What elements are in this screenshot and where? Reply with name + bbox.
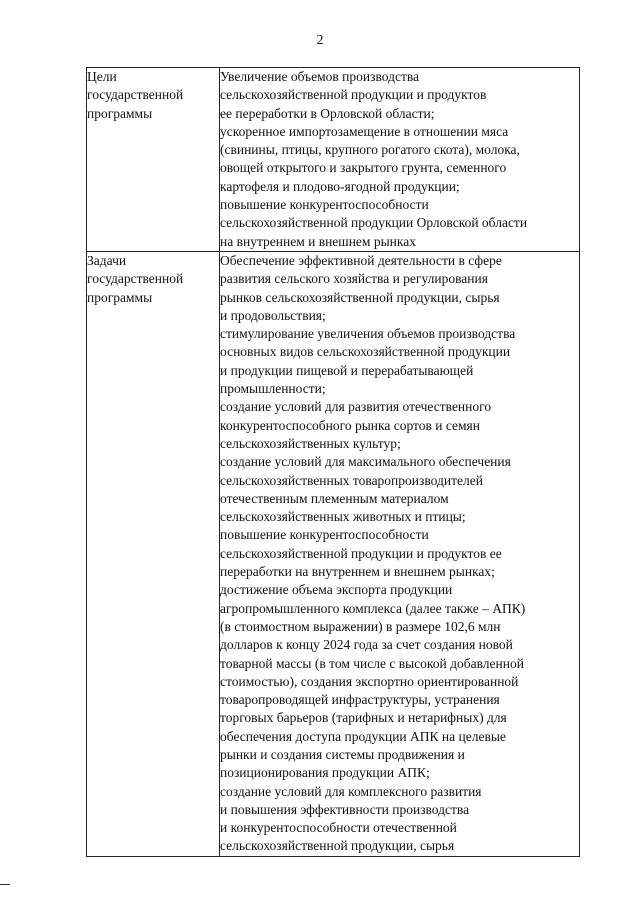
row-content-cell-tasks bbox=[220, 251, 580, 856]
page-number: 2 bbox=[316, 33, 324, 48]
content-line: долларов к концу 2024 года за счет создания новой bbox=[220, 637, 513, 653]
content-line: достижение объема экспорта продукции bbox=[220, 582, 453, 598]
content-line: сельскохозяйственных товаропроизводителей bbox=[220, 472, 483, 488]
table-row-goals bbox=[87, 68, 580, 252]
row-label-line: государственной bbox=[87, 271, 184, 287]
content-line: рынки и создания системы продвижения и bbox=[220, 746, 465, 762]
row-label-line: программы bbox=[87, 289, 153, 305]
row-label-line: Цели bbox=[87, 69, 117, 84]
content-line: сельскохозяйственных животных и птицы; bbox=[220, 509, 466, 525]
content-line: конкурентоспособного рынка сортов и семян bbox=[220, 417, 480, 433]
content-line: позиционирования продукции АПК; bbox=[220, 765, 430, 781]
row-label-cell bbox=[87, 251, 220, 856]
content-line: рынков сельскохозяйственной продукции, сырья bbox=[220, 289, 500, 305]
content-line: развития сельского хозяйства и регулирования bbox=[220, 271, 488, 287]
row-content-cell-goals bbox=[220, 68, 580, 252]
row-label-line: государственной bbox=[87, 87, 184, 103]
content-line: и повышения эффективности производства bbox=[220, 801, 470, 817]
content-line: переработки на внутреннем и внешнем рынках; bbox=[220, 564, 495, 580]
content-line: сельскохозяйственных культур; bbox=[220, 435, 401, 451]
table-row-tasks bbox=[87, 251, 580, 856]
content-line: на внутреннем и внешнем рынках bbox=[220, 233, 416, 249]
content-line: (в стоимостном выражении) в размере 102,6 млн bbox=[220, 618, 501, 634]
content-line: отечественным племенным материалом bbox=[220, 490, 449, 506]
row-label-cell bbox=[87, 68, 220, 252]
content-line: повышение конкурентоспособности bbox=[220, 527, 429, 543]
content-line: создание условий для максимального обеспечения bbox=[220, 454, 511, 470]
content-line: и продукции пищевой и перерабатывающей bbox=[220, 362, 474, 378]
content-line: Обеспечение эффективной деятельности в сфере bbox=[220, 252, 502, 268]
content-line: товаропроводящей инфраструктуры, устранения bbox=[220, 692, 500, 708]
content-line: обеспечения доступа продукции АПК на целевые bbox=[220, 728, 506, 744]
content-line: ее переработки в Орловской области; bbox=[220, 105, 435, 121]
content-line: и конкурентоспособности отечественной bbox=[220, 820, 457, 836]
row-label-line: Задачи bbox=[87, 252, 127, 268]
content-line: сельскохозяйственной продукции Орловской области bbox=[220, 215, 528, 231]
content-line: Увеличение объемов производства bbox=[220, 69, 420, 84]
content-line: товарной массы (в том числе с высокой добавленной bbox=[220, 655, 524, 671]
content-line: сельскохозяйственной продукции, сырья bbox=[220, 838, 455, 854]
content-line: создание условий для развития отечественного bbox=[220, 399, 492, 415]
content-line: стимулирование увеличения объемов производства bbox=[220, 326, 516, 342]
content-line: создание условий для комплексного развития bbox=[220, 783, 482, 799]
content-line: и продовольствия; bbox=[220, 307, 326, 323]
content-line: стоимостью), создания экспортно ориентированной bbox=[220, 673, 519, 689]
content-line: овощей открытого и закрытого грунта, семенного bbox=[220, 160, 507, 176]
content-line: агропромышленного комплекса (далее также – АПК) bbox=[220, 600, 526, 616]
content-line: повышение конкурентоспособности bbox=[220, 197, 429, 213]
content-line: основных видов сельскохозяйственной продукции bbox=[220, 344, 511, 360]
content-line: (свинины, птицы, крупного рогатого скота), молока, bbox=[220, 142, 520, 158]
program-passport-table bbox=[86, 67, 580, 857]
margin-mark bbox=[0, 884, 10, 885]
row-label-line: программы bbox=[87, 105, 153, 121]
content-line: торговых барьеров (тарифных и нетарифных) для bbox=[220, 710, 507, 726]
content-line: ускоренное импортозамещение в отношении мяса bbox=[220, 123, 509, 139]
content-line: сельскохозяйственной продукции и продуктов ее bbox=[220, 545, 502, 561]
content-line: картофеля и плодово-ягодной продукции; bbox=[220, 178, 460, 194]
content-line: сельскохозяйственной продукции и продуктов bbox=[220, 87, 487, 103]
content-line: промышленности; bbox=[220, 381, 326, 397]
